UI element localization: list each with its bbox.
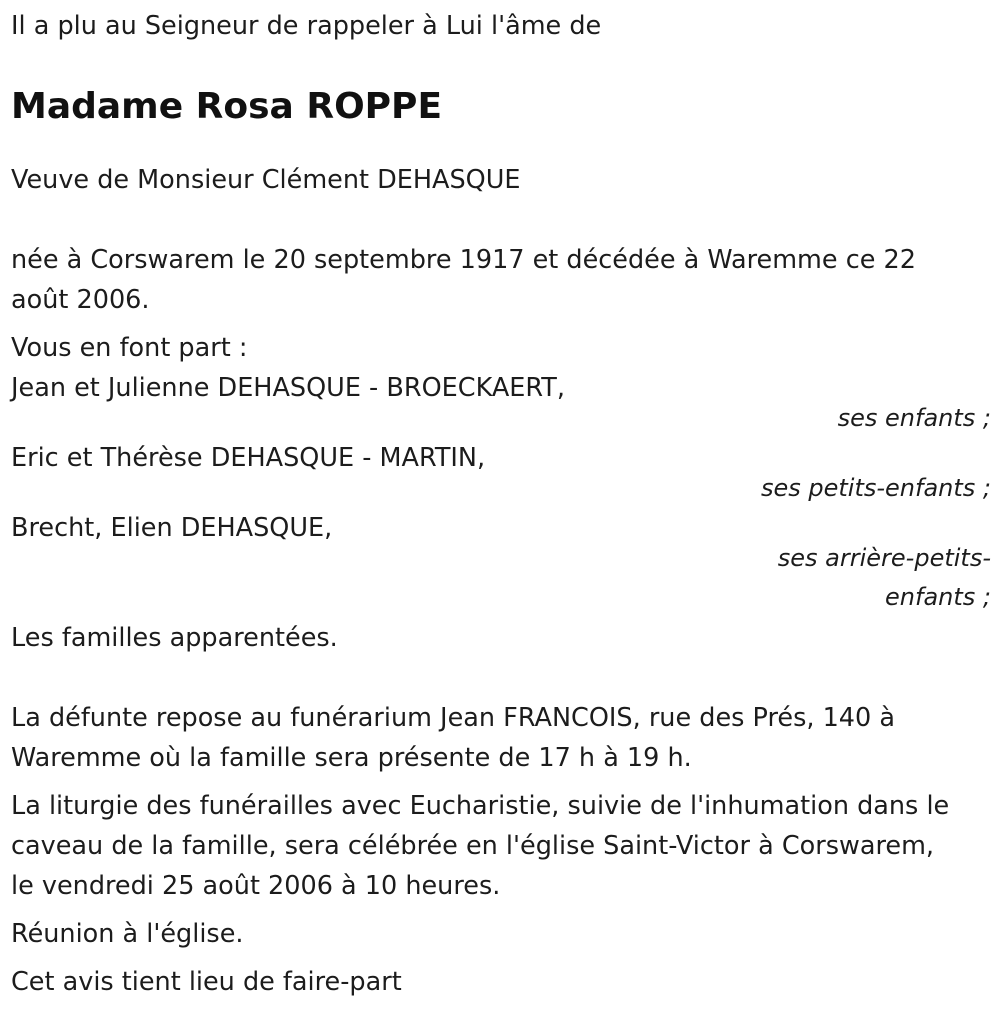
intro-text: Il a plu au Seigneur de rappeler à Lui l'âme de bbox=[11, 11, 602, 41]
spouse-text: Veuve de Monsieur Clément DEHASQUE bbox=[11, 165, 521, 195]
family-list bbox=[11, 368, 991, 617]
closing-text: Cet avis tient lieu de faire-part bbox=[11, 967, 402, 997]
birth-death-text: née à Corswarem le 20 septembre 1917 et décédée à Waremme ce 22 août 2006. bbox=[11, 245, 916, 315]
family-relation: ses petits-enfants ; bbox=[760, 474, 991, 502]
family-relation: ses arrière-petits- enfants ; bbox=[777, 544, 991, 611]
liturgy-text: La liturgie des funérailles avec Eucharistie, suivie de l'inhumation dans le caveau de la famille, sera célébrée en l'église Saint-Victor à Corswarem, le vendredi 25 août 2006 à 10 heures. bbox=[11, 791, 950, 901]
family-member-names: Eric et Thérèse DEHASQUE - MARTIN, bbox=[11, 443, 486, 473]
viewing-text: La défunte repose au funérarium Jean FRANCOIS, rue des Prés, 140 à Waremme où la famille sera présente de 17 h à 19 h. bbox=[11, 703, 895, 773]
family-member-names: Jean et Julienne DEHASQUE - BROECKAERT, bbox=[11, 373, 565, 403]
relatives-text: Les familles apparentées. bbox=[11, 623, 338, 653]
meeting-text: Réunion à l'église. bbox=[11, 919, 244, 949]
obituary-notice bbox=[11, 6, 991, 1002]
announce-text: Vous en font part : bbox=[11, 333, 248, 363]
family-member-names: Brecht, Elien DEHASQUE, bbox=[11, 513, 333, 543]
family-relation: ses enfants ; bbox=[837, 404, 991, 432]
deceased-name: Madame Rosa ROPPE bbox=[11, 86, 443, 127]
